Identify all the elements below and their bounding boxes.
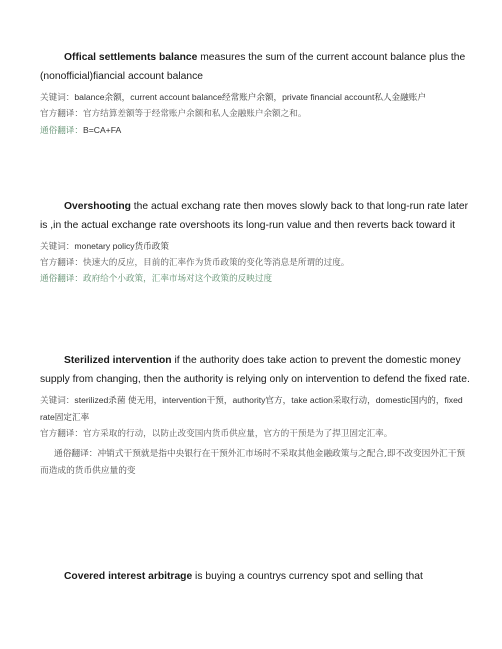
plain-label: 通俗翻译：: [40, 126, 83, 136]
keywords-line: [40, 89, 470, 106]
glossary-entry: [40, 567, 470, 586]
official-translation: [40, 426, 470, 442]
keywords-label: 关键词：: [40, 396, 75, 406]
entry-term: Sterilized intervention: [64, 355, 172, 366]
definition-text: is buying a countrys currency spot and selling that: [192, 571, 423, 582]
definition-text: measures the sum of the current account balance plus the (nonofficial)fiancial account balance: [40, 52, 466, 82]
glossary-entry: [40, 197, 470, 287]
plain-text: 政府给个小政策，汇率市场对这个政策的反映过度: [82, 274, 273, 284]
official-label: 官方翻译：: [40, 109, 83, 119]
entry-term: Covered interest arbitrage: [64, 571, 193, 582]
plain-label: 通俗翻译：: [54, 449, 98, 459]
plain-translation: [40, 446, 470, 480]
entry-definition: [40, 351, 470, 389]
keywords-text: sterilized杀菌 使无用，intervention干预，authority官方，take action采取行动，domestic国内的，fixed rate固定汇率: [40, 395, 463, 422]
keywords-text: balance余额，current account balance经常账户余额，private financial account私人金融账户: [74, 92, 426, 102]
glossary-entry: [40, 48, 470, 139]
plain-translation: [40, 271, 470, 287]
official-label: 官方翻译：: [40, 258, 83, 268]
official-translation: [40, 106, 470, 122]
keywords-line: [40, 392, 470, 426]
entry-term: Overshooting: [64, 201, 131, 212]
keywords-line: [40, 238, 470, 255]
glossary-entry: [40, 351, 470, 480]
keywords-label: 关键词：: [40, 242, 75, 252]
plain-text: 冲销式干预就是指中央银行在干预外汇市场时不采取其他金融政策与之配合,即不改变因外汇干预而造成的货币供应量的变: [40, 449, 466, 476]
keywords-text: monetary policy货币政策: [74, 241, 169, 251]
entry-term: Offical settlements balance: [64, 52, 198, 63]
definition-text: the actual exchang rate then moves slowly back to that long-run rate later is ,in the actual exchange rate overshoots its long-run value and then reverts back toward it: [40, 201, 469, 231]
entry-definition: [40, 197, 470, 235]
official-text: 快速大的反应，目前的汇率作为货币政策的变化等消息是所谓的过度。: [82, 258, 350, 268]
plain-text: B=CA+FA: [82, 125, 122, 135]
plain-label: 通俗翻译：: [40, 274, 83, 284]
entry-definition: [40, 567, 470, 586]
definition-text: if the authority does take action to prevent the domestic money supply from changing, then the authority is relying only on intervention to defend the fixed rate.: [40, 355, 470, 385]
entry-definition: [40, 48, 470, 86]
official-text: 官方采取的行动，以防止改变国内货币供应量，官方的干预是为了捍卫固定汇率。: [82, 429, 393, 439]
official-text: 官方结算差额等于经常账户余额和私人金融账户余额之和。: [82, 109, 307, 119]
official-translation: [40, 255, 470, 271]
keywords-label: 关键词：: [40, 93, 75, 103]
official-label: 官方翻译：: [40, 429, 83, 439]
plain-translation: [40, 122, 470, 139]
